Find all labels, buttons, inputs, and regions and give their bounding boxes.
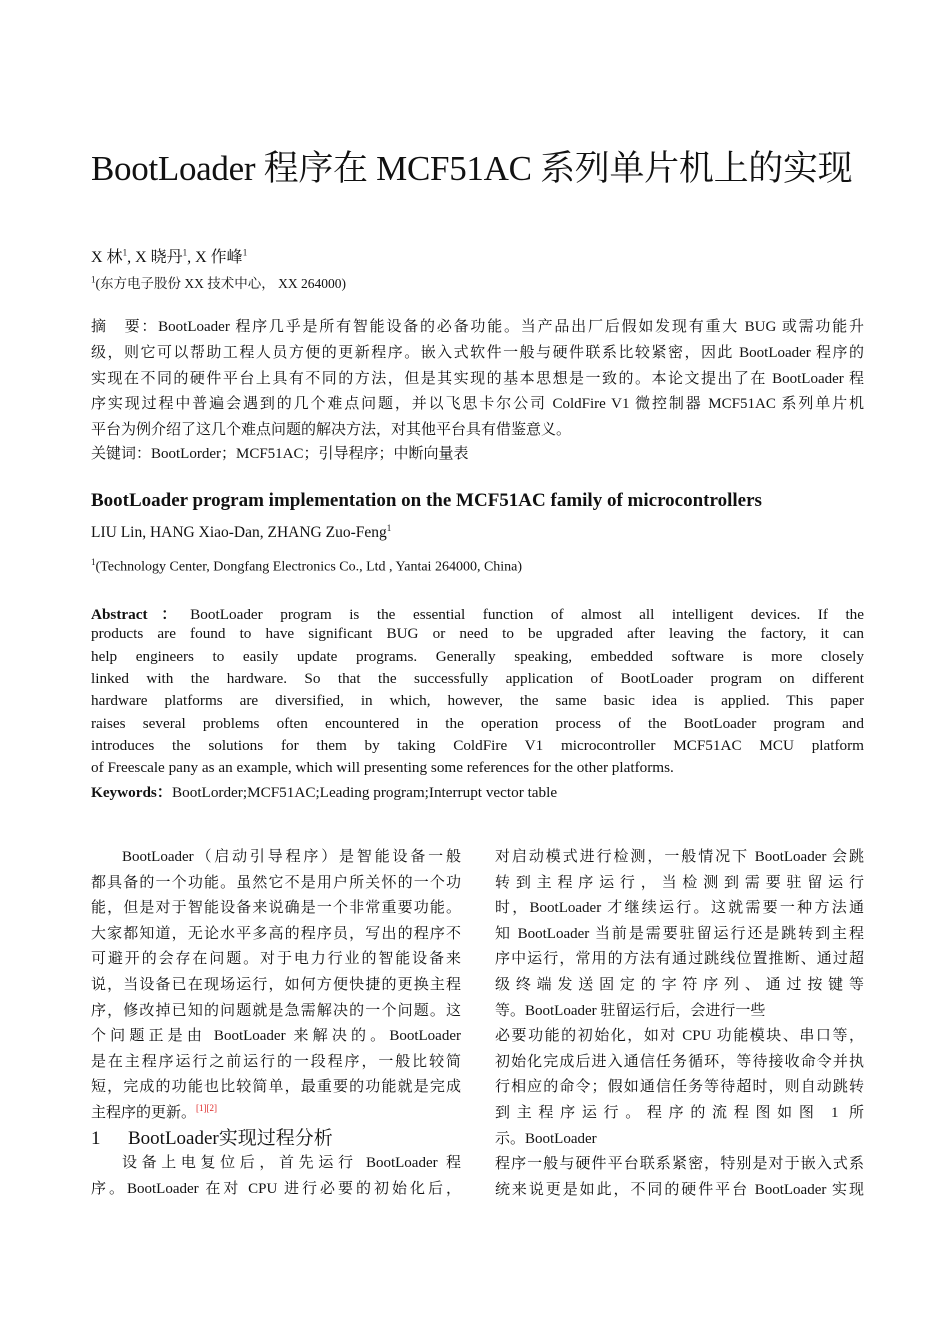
line-text: linked with the hardware. So that the successfully application of BootLoader program on different: [91, 669, 864, 687]
english-affiliation-text: (Technology Center, Dongfang Electronics Co., Ltd , Yantai 264000, China): [95, 559, 523, 575]
line-text: 可避开的会存在问题。对于电力行业的智能设备来: [91, 951, 461, 968]
text-line: [495, 1075, 864, 1096]
line-text: 初始化完成后进入通信任务循环，等待接收命令并执: [495, 1053, 864, 1070]
english-keywords-text: BootLorder;MCF51AC;Leading program;Interrupt vector table: [172, 784, 558, 801]
line-text: introduces the solutions for them by taking ColdFire V1 microcontroller MCF51AC MCU platform: [91, 736, 864, 754]
text-line: [91, 759, 864, 777]
author-affiliation-mark: 1: [242, 247, 248, 258]
line-text: 实现在不同的硬件平台上具有不同的方法，但是其实现的基本思想是一致的。本论文提出了在 BootLoader 程: [91, 370, 864, 387]
line-text: 统来说更是如此，不同的硬件平台 BootLoader 实现: [495, 1181, 864, 1198]
line-text: 对启动模式进行检测，一般情况下 BootLoader 会跳: [495, 849, 864, 865]
line-text: 知 BootLoader 当前是需要驻留运行还是跳转到主程: [495, 925, 864, 942]
line-text: 设备上电复位后，首先运行 BootLoader 程: [122, 1155, 461, 1171]
text-line: [91, 947, 461, 968]
text-line: [495, 845, 864, 866]
text-line: [495, 947, 864, 968]
line-text: 级终端发送固定的字符序列、通过按键等: [495, 977, 864, 993]
line-text: help engineers to easily update programs. Generally speaking, embedded software is more closely: [91, 647, 864, 665]
text-line: [91, 1024, 461, 1045]
citation[interactable]: [1][2]: [196, 1103, 218, 1113]
text-line: [91, 1101, 461, 1122]
english-keywords-label: Keywords：: [91, 784, 172, 801]
english-authors: [91, 523, 391, 542]
text-line: [495, 1024, 864, 1045]
text-line: [91, 1177, 461, 1198]
text-line: [495, 1152, 864, 1173]
line-text: 说，当设备已在现场运行，如何方便快捷的更换主程: [91, 977, 461, 993]
line-text: 示。BootLoader: [495, 1130, 597, 1147]
text-line: [495, 1127, 864, 1148]
line-text: hardware platforms are diversified, in which, however, the same basic idea is applied. This paper: [91, 692, 864, 710]
line-text: 都具备的一个功能。虽然它不是用户所关怀的一个功: [91, 874, 461, 891]
text-line: [91, 973, 461, 994]
english-author-mark: 1: [386, 523, 392, 533]
affiliation-text: (东方电子股份 XX 技术中心， XX 264000): [95, 276, 346, 291]
english-affiliation: [91, 557, 522, 576]
author-affiliation-mark: 1: [182, 247, 188, 258]
text-line: [91, 692, 864, 710]
text-line: [91, 315, 864, 336]
line-text: 到主程序运行。程序的流程图如图 1 所: [495, 1105, 864, 1121]
line-text: of Freescale pany as an example, which will presenting some references for the other platforms.: [91, 759, 674, 777]
line-text: 大家都知道，无论水平多高的程序员，写出的程序不: [91, 925, 461, 942]
author-affiliation-mark: 1: [122, 247, 128, 258]
text-line: [91, 871, 461, 892]
line-text: 是在主程序运行之前运行的一段程序，一般比较简: [91, 1053, 461, 1070]
english-keywords: [91, 781, 557, 802]
line-text: BootLoader program is the essential function of almost all intelligent devices. If the: [190, 606, 864, 623]
text-line: [495, 896, 864, 917]
text-line: [91, 1151, 461, 1172]
paper-title: BootLoader 程序在 MCF51AC 系列单片机上的实现: [91, 149, 853, 188]
text-line: [91, 625, 864, 643]
line-text: 能，但是对于智能设备来说确是一个非常重要功能。: [91, 900, 461, 917]
line-text: 平台为例介绍了这几个难点问题的解决方法，对其他平台具有借鉴意义。: [91, 422, 572, 439]
author-name: X 林: [91, 249, 123, 266]
text-line: [495, 999, 864, 1020]
text-line: [495, 1101, 864, 1122]
text-line: [91, 670, 864, 688]
english-affiliation-mark: 1: [91, 557, 96, 567]
line-text: 时，BootLoader 才继续运行。这就需要一种方法通: [495, 900, 864, 917]
line-text: 等。BootLoader 驻留运行后，会进行一些: [495, 1002, 766, 1019]
line-text: 行相应的命令；假如通信任务等待超时，则自动跳转: [495, 1079, 864, 1096]
line-text: 序实现过程中普遍会遇到的几个难点问题，并以飞思卡尔公司 ColdFire V1 微控制器 MCF51AC 系列单片机: [91, 396, 864, 413]
text-line: [91, 845, 461, 866]
affiliation: [91, 272, 346, 292]
english-title: BootLoader program implementation on the MCF51AC family of microcontrollers: [91, 490, 762, 511]
line-text: raises several problems often encountered in the operation process of the BootLoader program and: [91, 714, 864, 732]
text-line: [91, 737, 864, 755]
line-text: 摘 要：BootLoader 程序几乎是所有智能设备的必备功能。当产品出厂后假如发现有重大 BUG 或需功能升: [91, 319, 864, 335]
text-line: [495, 1178, 864, 1199]
chinese-keywords: 关键词：BootLorder；MCF51AC；引导程序；中断向量表: [91, 446, 469, 462]
text-line: [91, 367, 864, 388]
text-line: [91, 603, 864, 624]
text-line: [91, 1075, 461, 1096]
line-text: 必要功能的初始化，如对 CPU 功能模块、串口等，: [495, 1028, 864, 1045]
affiliation-mark: 1: [91, 274, 96, 285]
author-name: X 作峰: [195, 249, 243, 266]
line-text: 短，完成的功能也比较简单，最重要的功能就是完成: [91, 1079, 461, 1096]
line-text: 序。BootLoader 在对 CPU 进行必要的初始化后，: [91, 1180, 461, 1197]
section-number: 1: [91, 1128, 101, 1149]
author-list: X 林$^1$, X 晓丹$^1$, X 作峰$^1$: [91, 247, 248, 266]
line-text: 级，则它可以帮助工程人员方便的更新程序。嵌入式软件一般与硬件联系比较紧密，因此 BootLoader 程序的: [91, 344, 864, 361]
text-line: [91, 715, 864, 733]
line-text: products are found to have significant BUG or need to be upgraded after leaving the factory, it can: [91, 625, 864, 643]
text-line: [91, 341, 864, 362]
text-line: [495, 1050, 864, 1071]
line-text: BootLoader（启动引导程序）是智能设备一般: [122, 849, 461, 865]
author-name: X 晓丹: [135, 249, 183, 266]
section-heading: [91, 1123, 333, 1150]
line-text: 转到主程序运行，当检测到需要驻留运行: [495, 874, 864, 891]
text-line: [91, 896, 461, 917]
line-text: 主程序的更新。: [91, 1105, 197, 1121]
text-line: [91, 922, 461, 943]
line-text: 序，修改掉已知的问题就是急需解决的一个问题。这: [91, 1002, 461, 1019]
text-line: [91, 1050, 461, 1071]
section-title: BootLoader实现过程分析: [128, 1128, 333, 1149]
abstract-label: Abstract：: [91, 606, 191, 623]
text-line: [91, 648, 864, 666]
text-line: [91, 418, 864, 439]
line-text: 序中运行，常用的方法有通过跳线位置推断、通过超: [495, 951, 864, 968]
text-line: [495, 973, 864, 994]
text-line: [91, 392, 864, 413]
line-text: 程序一般与硬件平台联系紧密，特别是对于嵌入式系: [495, 1156, 864, 1173]
line-text: 个问题正是由 BootLoader 来解决的。BootLoader: [91, 1028, 461, 1045]
text-line: [495, 871, 864, 892]
english-author-names: LIU Lin, HANG Xiao-Dan, ZHANG Zuo-Feng: [91, 524, 387, 542]
text-line: [91, 999, 461, 1020]
text-line: [495, 922, 864, 943]
